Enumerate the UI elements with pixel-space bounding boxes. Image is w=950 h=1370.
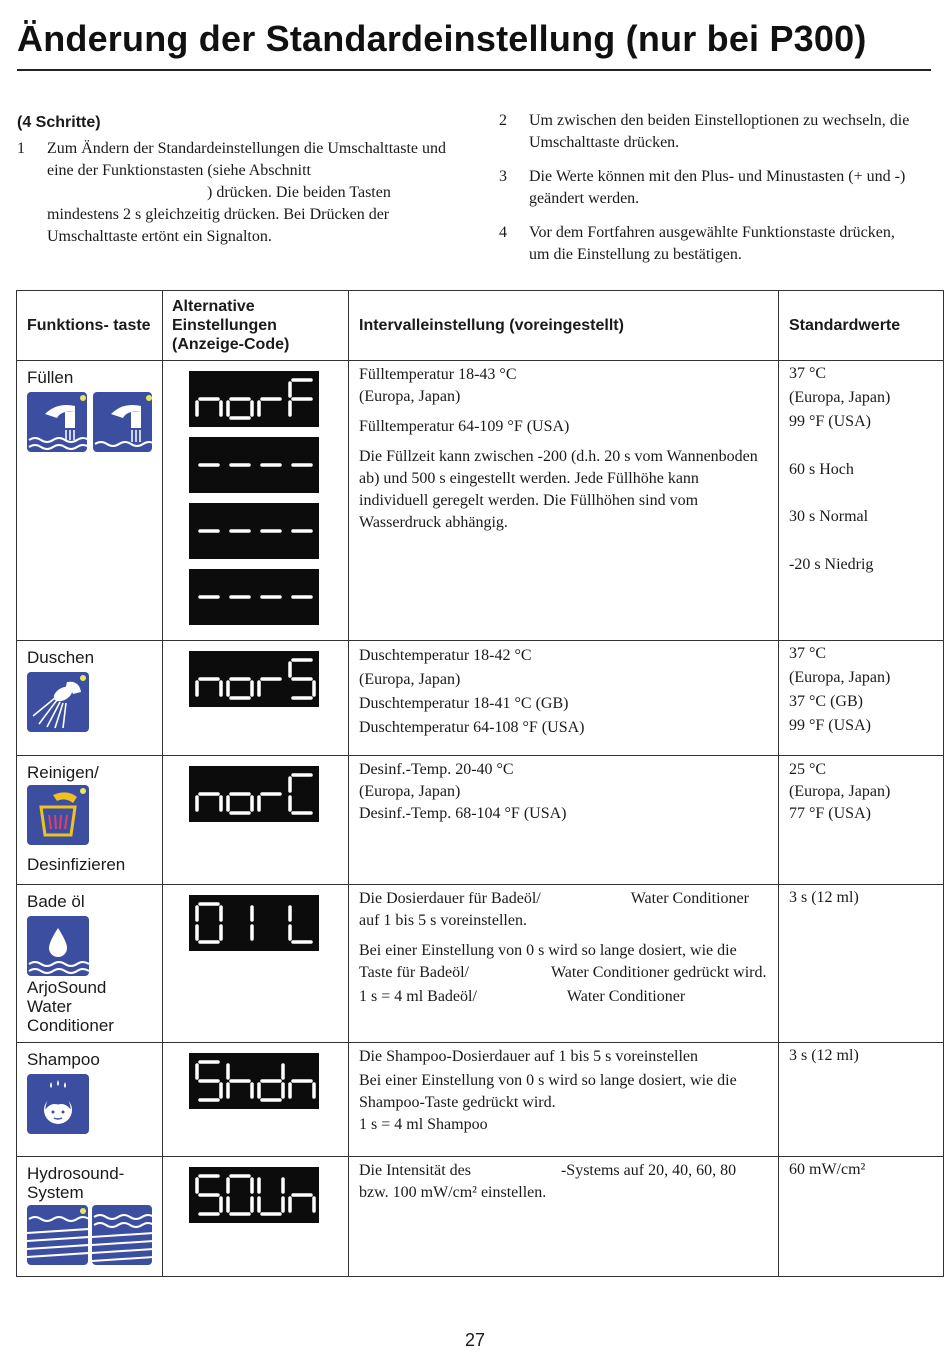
interval-text: Duschtemperatur 18-42 °C	[359, 647, 532, 664]
default-cell	[779, 641, 944, 756]
interval-cell	[349, 1043, 779, 1157]
default-value: 3 s (12 ml)	[789, 889, 859, 906]
interval-cell	[349, 1157, 779, 1277]
function-cell	[17, 641, 163, 756]
lcd-display	[189, 766, 319, 822]
interval-text: Die Füllzeit kann zwischen -200 (d.h. 20 s vom Wannenboden ab) und 500 s eingestellt werden. Jede Füllhöhe kann individuell geregelt werden. Die Füllhöhen sind vom Wasserdruck abhängig.	[359, 448, 758, 531]
function-cell	[17, 756, 163, 885]
intro-left-column	[17, 112, 457, 260]
default-value: 99 °F (USA)	[789, 717, 871, 734]
tap-water-icon	[93, 392, 153, 452]
interval-text: Desinf.-Temp. 20-40 °C	[359, 761, 514, 778]
interval-text: Desinf.-Temp. 68-104 °F (USA)	[359, 805, 567, 822]
step-3	[499, 166, 919, 210]
display-cell	[163, 1157, 349, 1277]
lcd-display	[189, 371, 319, 427]
interval-text: Fülltemperatur 18-43 °C	[359, 366, 517, 383]
interval-text: 1 s = 4 ml Shampoo	[359, 1116, 488, 1133]
interval-cell	[349, 885, 779, 1043]
default-value: 77 °F (USA)	[789, 805, 871, 822]
interval-text: Duschtemperatur 18-41 °C (GB)	[359, 695, 569, 712]
intro-right-column	[499, 110, 919, 278]
tap-water-icon	[27, 392, 87, 452]
shampoo-head-icon	[27, 1074, 89, 1134]
step-2	[499, 110, 919, 154]
interval-text: (Europa, Japan)	[359, 783, 461, 800]
default-cell	[779, 885, 944, 1043]
table-row-clean	[17, 756, 944, 885]
header-function-key: Funktions- taste	[17, 291, 163, 361]
function-name: Bade öl	[27, 892, 85, 911]
default-value: 30 s Normal	[789, 508, 869, 525]
default-value: 3 s (12 ml)	[789, 1047, 859, 1064]
interval-text: Die Shampoo-Dosierdauer auf 1 bis 5 s voreinstellen	[359, 1048, 699, 1065]
function-cell	[17, 1157, 163, 1277]
function-name-2: ArjoSound Water Conditioner	[27, 978, 114, 1035]
lcd-display	[189, 503, 319, 559]
settings-table	[16, 290, 944, 1277]
hydrosound-waves-icon	[27, 1205, 88, 1265]
interval-cell	[349, 361, 779, 641]
function-name-2: Desinfizieren	[27, 855, 126, 874]
lcd-display	[189, 569, 319, 625]
lcd-display	[189, 895, 319, 951]
lcd-display	[189, 437, 319, 493]
default-value: 37 °C	[789, 365, 827, 382]
table-row-shampoo	[17, 1043, 944, 1157]
table-row-hydrosound	[17, 1157, 944, 1277]
header-alternative: Alternative Einstellungen (Anzeige-Code)	[163, 291, 349, 361]
lcd-display	[189, 1167, 319, 1223]
default-value: (Europa, Japan)	[789, 389, 891, 406]
steps-subhead: (4 Schritte)	[17, 114, 101, 131]
step-1-text-b: ) drücken. Die beiden Tasten mindestens 2 s gleichzeitig drücken. Bei Drücken der Umschalttaste ertönt ein Signalton.	[47, 184, 391, 245]
function-cell	[17, 1043, 163, 1157]
default-value: 99 °F (USA)	[789, 413, 871, 430]
function-name: Duschen	[27, 648, 95, 667]
default-cell	[779, 361, 944, 641]
default-value: 37 °C (GB)	[789, 693, 863, 710]
function-cell	[17, 361, 163, 641]
header-interval: Intervalleinstellung (voreingestellt)	[349, 291, 779, 361]
default-value: -20 s Niedrig	[789, 556, 874, 573]
function-cell	[17, 885, 163, 1043]
interval-text: Die Intensität des	[359, 1162, 471, 1179]
table-row-bath-oil	[17, 885, 944, 1043]
page-title: Änderung der Standardeinstellung (nur bei P300)	[17, 18, 867, 59]
interval-text: Water Conditioner	[566, 988, 686, 1005]
step-number: 2	[499, 112, 507, 129]
display-cell	[163, 756, 349, 885]
function-name: Hydrosound- System	[27, 1164, 125, 1202]
interval-text: -Systems auf 20, 40, 60, 80 bzw. 100 mW/cm² einstellen.	[359, 1162, 737, 1201]
table-row-shower	[17, 641, 944, 756]
default-cell	[779, 1043, 944, 1157]
function-name: Shampoo	[27, 1050, 100, 1069]
step-2-text: Um zwischen den beiden Einstelloptionen zu wechseln, die Umschalttaste drücken.	[529, 112, 910, 151]
step-1	[17, 138, 457, 248]
table-header-row	[17, 291, 944, 361]
table-row-fill	[17, 361, 944, 641]
disinfect-shower-icon	[27, 785, 89, 845]
step-4	[499, 222, 919, 266]
default-value: 25 °C	[789, 761, 827, 778]
interval-text: Water Conditioner gedrückt wird.	[550, 964, 767, 981]
lcd-display	[189, 1053, 319, 1109]
oil-drop-icon	[27, 916, 89, 976]
display-cell	[163, 885, 349, 1043]
step-number: 4	[499, 224, 507, 241]
interval-text: 1 s = 4 ml Badeöl/	[359, 988, 477, 1005]
lcd-display	[189, 651, 319, 707]
step-1-text-a: Zum Ändern der Standardeinstellungen die Umschalttaste und eine der Funktionstasten (siehe Abschnitt	[47, 140, 447, 179]
interval-text: Fülltemperatur 64-109 °F (USA)	[359, 418, 570, 435]
default-value: 60 mW/cm²	[789, 1161, 866, 1178]
step-4-text: Vor dem Fortfahren ausgewählte Funktionstaste drücken, um die Einstellung zu bestätigen.	[529, 224, 895, 263]
display-cell	[163, 361, 349, 641]
default-cell	[779, 756, 944, 885]
function-name: Füllen	[27, 368, 74, 387]
page-number: 27	[464, 1330, 486, 1350]
display-cell	[163, 641, 349, 756]
title-rule	[17, 69, 931, 71]
interval-cell	[349, 756, 779, 885]
step-number: 1	[17, 140, 25, 157]
default-value: (Europa, Japan)	[789, 783, 891, 800]
interval-text: Bei einer Einstellung von 0 s wird so lange dosiert, wie die Shampoo-Taste gedrückt wird.	[359, 1072, 737, 1111]
hydrosound-waves-icon	[92, 1205, 153, 1265]
interval-cell	[349, 641, 779, 756]
function-name: Reinigen/	[27, 763, 99, 782]
interval-text: Die Dosierdauer für Badeöl/	[359, 890, 541, 907]
interval-text: Water Conditioner auf 1 bis 5 s voreinstellen.	[359, 890, 749, 929]
default-value: (Europa, Japan)	[789, 669, 891, 686]
interval-text: (Europa, Japan)	[359, 671, 461, 688]
interval-text: Duschtemperatur 64-108 °F (USA)	[359, 719, 585, 736]
header-defaults: Standardwerte	[779, 291, 944, 361]
shower-head-icon	[27, 672, 89, 732]
display-cell	[163, 1043, 349, 1157]
step-3-text: Die Werte können mit den Plus- und Minustasten (+ und -) geändert werden.	[529, 168, 906, 207]
interval-text: (Europa, Japan)	[359, 388, 461, 405]
default-value: 37 °C	[789, 645, 827, 662]
interval-text: Bei einer Einstellung von 0 s wird so lange dosiert, wie die Taste für Badeöl/	[359, 942, 737, 981]
step-number: 3	[499, 168, 507, 185]
default-cell	[779, 1157, 944, 1277]
default-value: 60 s Hoch	[789, 461, 854, 478]
